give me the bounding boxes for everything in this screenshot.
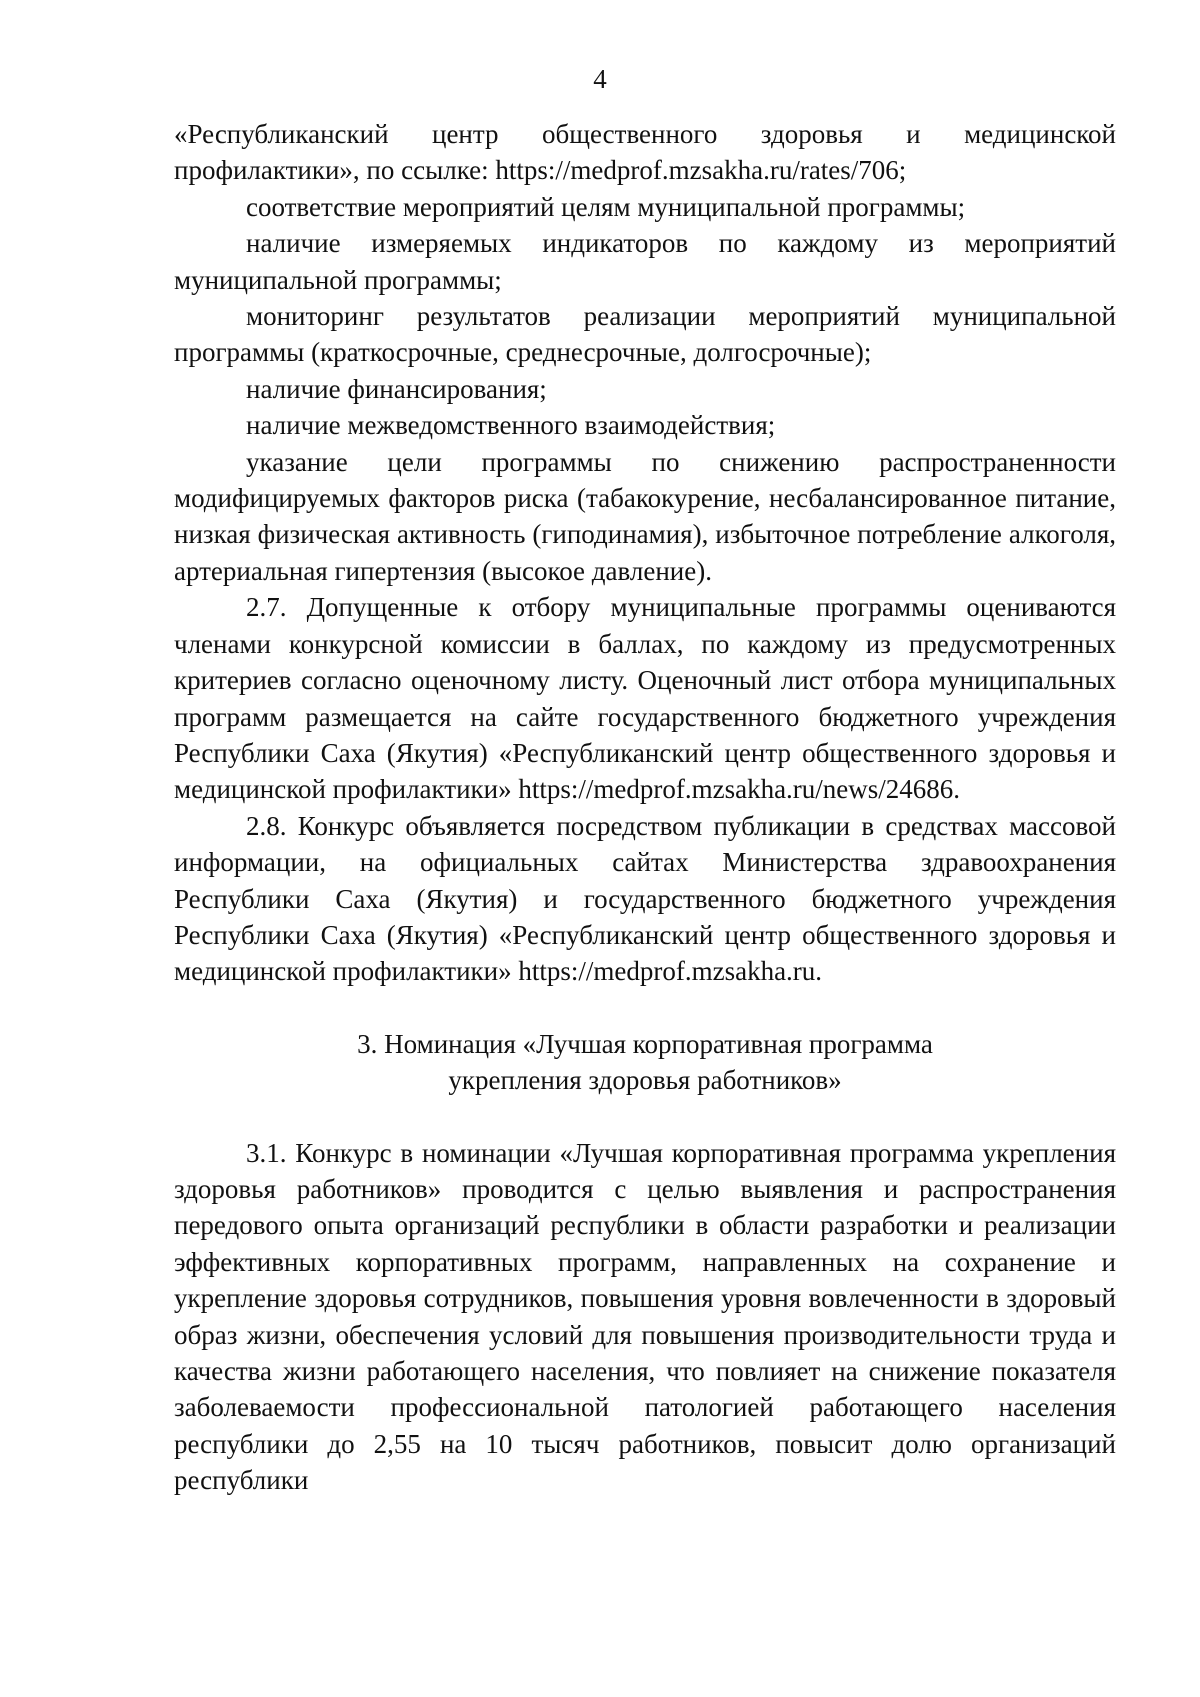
page-number: 4 [593,64,607,94]
section-heading-line1: 3. Номинация «Лучшая корпоративная программа [357,1028,933,1059]
document-body [174,116,1116,1499]
paragraph-2-7: 2.7. Допущенные к отбору муниципальные программы оцениваются членами конкурсной комиссии в баллах, по каждому из предусмотренных критериев согласно оценочному листу. Оценочный лист отбора муниципальных программ размещается на сайте государственного бюджетного учреждения Республики Саха (Якутия) «Республиканский центр общественного здоровья и медицинской профилактики» https://medprof.mzsakha.ru/news/24686. [174,592,1116,805]
criterion-financing: наличие финансирования; [246,373,547,404]
criterion-monitoring: мониторинг результатов реализации мероприятий муниципальной программы (краткосрочные, среднесрочные, долгосрочные); [174,301,1116,368]
paragraph-2-8: 2.8. Конкурс объявляется посредством публикации в средствах массовой информации, на официальных сайтах Министерства здравоохранения Республики Саха (Якутия) и государственного бюджетного учреждения Республики Саха (Якутия) «Республиканский центр общественного здоровья и медицинской профилактики» https://medprof.mzsakha.ru. [174,810,1116,987]
criterion-interagency: наличие межведомственного взаимодействия; [246,410,776,441]
criterion-indicators: наличие измеряемых индикаторов по каждому из мероприятий муниципальной программы; [174,228,1116,295]
paragraph-center-reference: «Республиканский центр общественного здоровья и медицинской профилактики», по ссылке: https://medprof.mzsakha.ru/rates/706; [174,119,1116,186]
section-heading-line2: укрепления здоровья работников» [448,1065,842,1096]
criterion-compliance: соответствие мероприятий целям муниципальной программы; [246,191,966,222]
paragraph-3-1: 3.1. Конкурс в номинации «Лучшая корпоративная программа укрепления здоровья работников» проводится с целью выявления и распространения передового опыта организаций республики в области разработки и реализации эффективных корпоративных программ, направленных на сохранение и укрепление здоровья сотрудников, повышения уровня вовлеченности в здоровый образ жизни, обеспечения условий для повышения производительности труда и качества жизни работающего населения, что повлияет на снижение показателя заболеваемости профессиональной патологией работающего населения республики до 2,55 на 10 тысяч работников, повысит долю организаций республики [174,1137,1116,1496]
criterion-risk-factors: указание цели программы по снижению распространенности модифицируемых факторов риска (табакокурение, несбалансированное питание, низкая физическая активность (гиподинамия), избыточное потребление алкоголя, артериальная гипертензия (высокое давление). [174,446,1116,586]
section-heading [174,1026,1116,1099]
